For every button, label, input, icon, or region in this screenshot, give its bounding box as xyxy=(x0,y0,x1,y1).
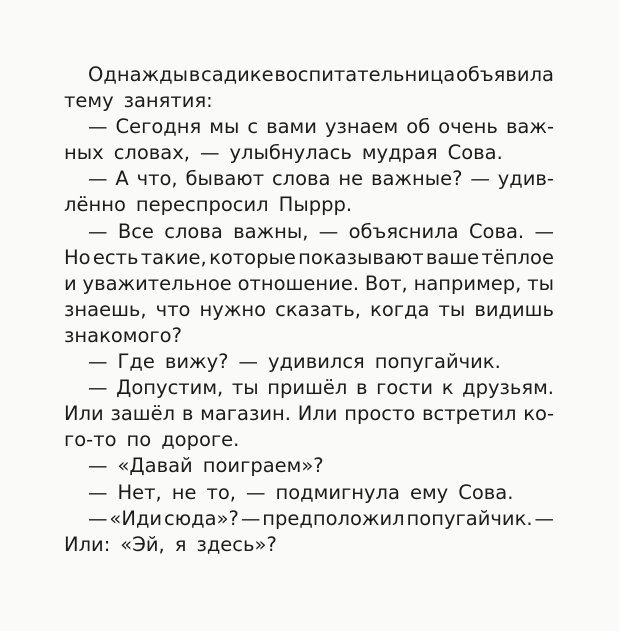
word: сюда»? xyxy=(164,506,239,530)
word: — xyxy=(88,506,108,530)
word: Нет, xyxy=(117,480,162,504)
text-line xyxy=(88,453,554,479)
text-line xyxy=(88,166,554,192)
word: — xyxy=(240,506,261,530)
word: «Эй, xyxy=(120,532,165,556)
word: Пыррр. xyxy=(278,193,353,217)
word: воспитательница xyxy=(274,63,456,86)
word: ему xyxy=(409,480,449,504)
text-line xyxy=(64,271,554,297)
word: — xyxy=(318,219,339,243)
word: — xyxy=(88,376,108,400)
text-line xyxy=(64,532,554,558)
word: например, xyxy=(413,271,522,295)
text-line xyxy=(88,62,554,88)
word: — xyxy=(88,350,108,374)
text-line xyxy=(64,297,554,323)
word: которые xyxy=(209,245,296,269)
word: не xyxy=(338,167,364,191)
word: — xyxy=(534,506,554,530)
word: Вот, xyxy=(364,271,408,295)
word: А xyxy=(115,167,129,191)
word: — xyxy=(88,219,108,243)
word: дороге. xyxy=(161,428,240,452)
word: то, xyxy=(206,480,236,504)
text-line xyxy=(64,245,554,271)
word: — xyxy=(88,454,108,478)
word: с xyxy=(247,115,259,139)
text-line xyxy=(64,88,554,114)
word: Или xyxy=(64,402,104,426)
word: слова xyxy=(164,219,223,243)
word: видишь xyxy=(474,297,554,321)
word: не xyxy=(171,480,197,504)
text-line xyxy=(64,192,554,218)
text-line xyxy=(64,401,554,427)
word: переспросил xyxy=(135,193,269,217)
word: удив- xyxy=(497,167,554,191)
word: нужно xyxy=(199,297,267,321)
word: слова xyxy=(271,167,331,191)
word: пришёл xyxy=(267,376,348,400)
word: объявила xyxy=(455,63,554,86)
word: и xyxy=(64,271,77,295)
word: магазин. xyxy=(200,402,291,426)
word: улыбнулась xyxy=(229,141,352,165)
word: ко- xyxy=(523,402,554,426)
word: ты xyxy=(231,376,259,400)
word: мы xyxy=(209,115,240,139)
word: сказать, xyxy=(275,297,361,321)
word: Сова. xyxy=(447,141,503,165)
word: знакомого? xyxy=(64,323,182,347)
word: Однажды xyxy=(88,63,188,86)
word: — xyxy=(199,141,220,165)
word: — xyxy=(88,115,108,139)
word: есть xyxy=(92,245,139,269)
story-text xyxy=(64,62,554,558)
word: что, xyxy=(136,167,178,191)
word: — xyxy=(470,167,490,191)
word: в xyxy=(181,402,194,426)
word: вами xyxy=(266,115,317,139)
word: попугайчик. xyxy=(374,350,501,374)
word: занятия: xyxy=(123,89,213,113)
word: лённо xyxy=(64,193,126,217)
word: здесь»? xyxy=(196,532,277,556)
word: важ- xyxy=(505,115,554,139)
word: — xyxy=(88,167,108,191)
word: об xyxy=(406,115,431,139)
text-line xyxy=(88,506,554,532)
word: важные? xyxy=(370,167,463,191)
word: бывают xyxy=(185,167,265,191)
word: Сегодня xyxy=(115,115,202,139)
word: когда xyxy=(370,297,430,321)
word: «Давай xyxy=(117,454,193,478)
word: — xyxy=(88,480,108,504)
word: «Иди xyxy=(109,506,163,530)
word: уважительное xyxy=(82,271,232,295)
word: — xyxy=(245,480,266,504)
word: удивился xyxy=(268,350,365,374)
word: объяснила xyxy=(348,219,459,243)
word: — xyxy=(534,219,554,243)
word: узнаем xyxy=(324,115,399,139)
text-line xyxy=(88,349,554,375)
text-line xyxy=(88,375,554,401)
word: вижу? xyxy=(164,350,229,374)
word: отношение. xyxy=(237,271,360,295)
word: знаешь, xyxy=(64,297,147,321)
word: Или xyxy=(297,402,338,426)
word: гости xyxy=(376,376,434,400)
word: ваше xyxy=(425,245,480,269)
text-line xyxy=(88,219,554,245)
word: садике xyxy=(200,63,274,86)
word: в xyxy=(188,63,201,86)
word: друзьям. xyxy=(462,376,554,400)
word: Или: xyxy=(64,532,111,556)
word: в xyxy=(356,376,368,400)
word: мудрая xyxy=(361,141,438,165)
word: тему xyxy=(64,89,114,113)
word: тёплое xyxy=(481,245,554,269)
word: поиграем»? xyxy=(202,454,324,478)
word: попугайчик. xyxy=(406,506,533,530)
word: к xyxy=(441,376,454,400)
word: показывают xyxy=(298,245,424,269)
word: встретил xyxy=(422,402,517,426)
word: что xyxy=(155,297,191,321)
word: по xyxy=(126,428,152,452)
text-line xyxy=(64,323,554,349)
word: просто xyxy=(344,402,416,426)
word: Все xyxy=(117,219,154,243)
word: — xyxy=(238,350,258,374)
text-line xyxy=(64,427,554,453)
word: Допустим, xyxy=(116,376,224,400)
word: предположил xyxy=(262,506,405,530)
text-line xyxy=(88,114,554,140)
word: Но xyxy=(64,245,91,269)
text-line xyxy=(64,140,554,166)
word: очень xyxy=(438,115,498,139)
word: ты xyxy=(438,297,466,321)
word: словах, xyxy=(113,141,190,165)
word: зашёл xyxy=(110,402,176,426)
word: ных xyxy=(64,141,104,165)
word: важны, xyxy=(233,219,309,243)
word: подмигнула xyxy=(275,480,400,504)
word: Сова. xyxy=(468,219,525,243)
word: ты xyxy=(527,271,554,295)
word: го-то xyxy=(64,428,117,452)
word: Сова. xyxy=(458,480,514,504)
text-line xyxy=(88,480,554,506)
word: я xyxy=(174,532,187,556)
word: Где xyxy=(117,350,155,374)
word: такие, xyxy=(140,245,207,269)
